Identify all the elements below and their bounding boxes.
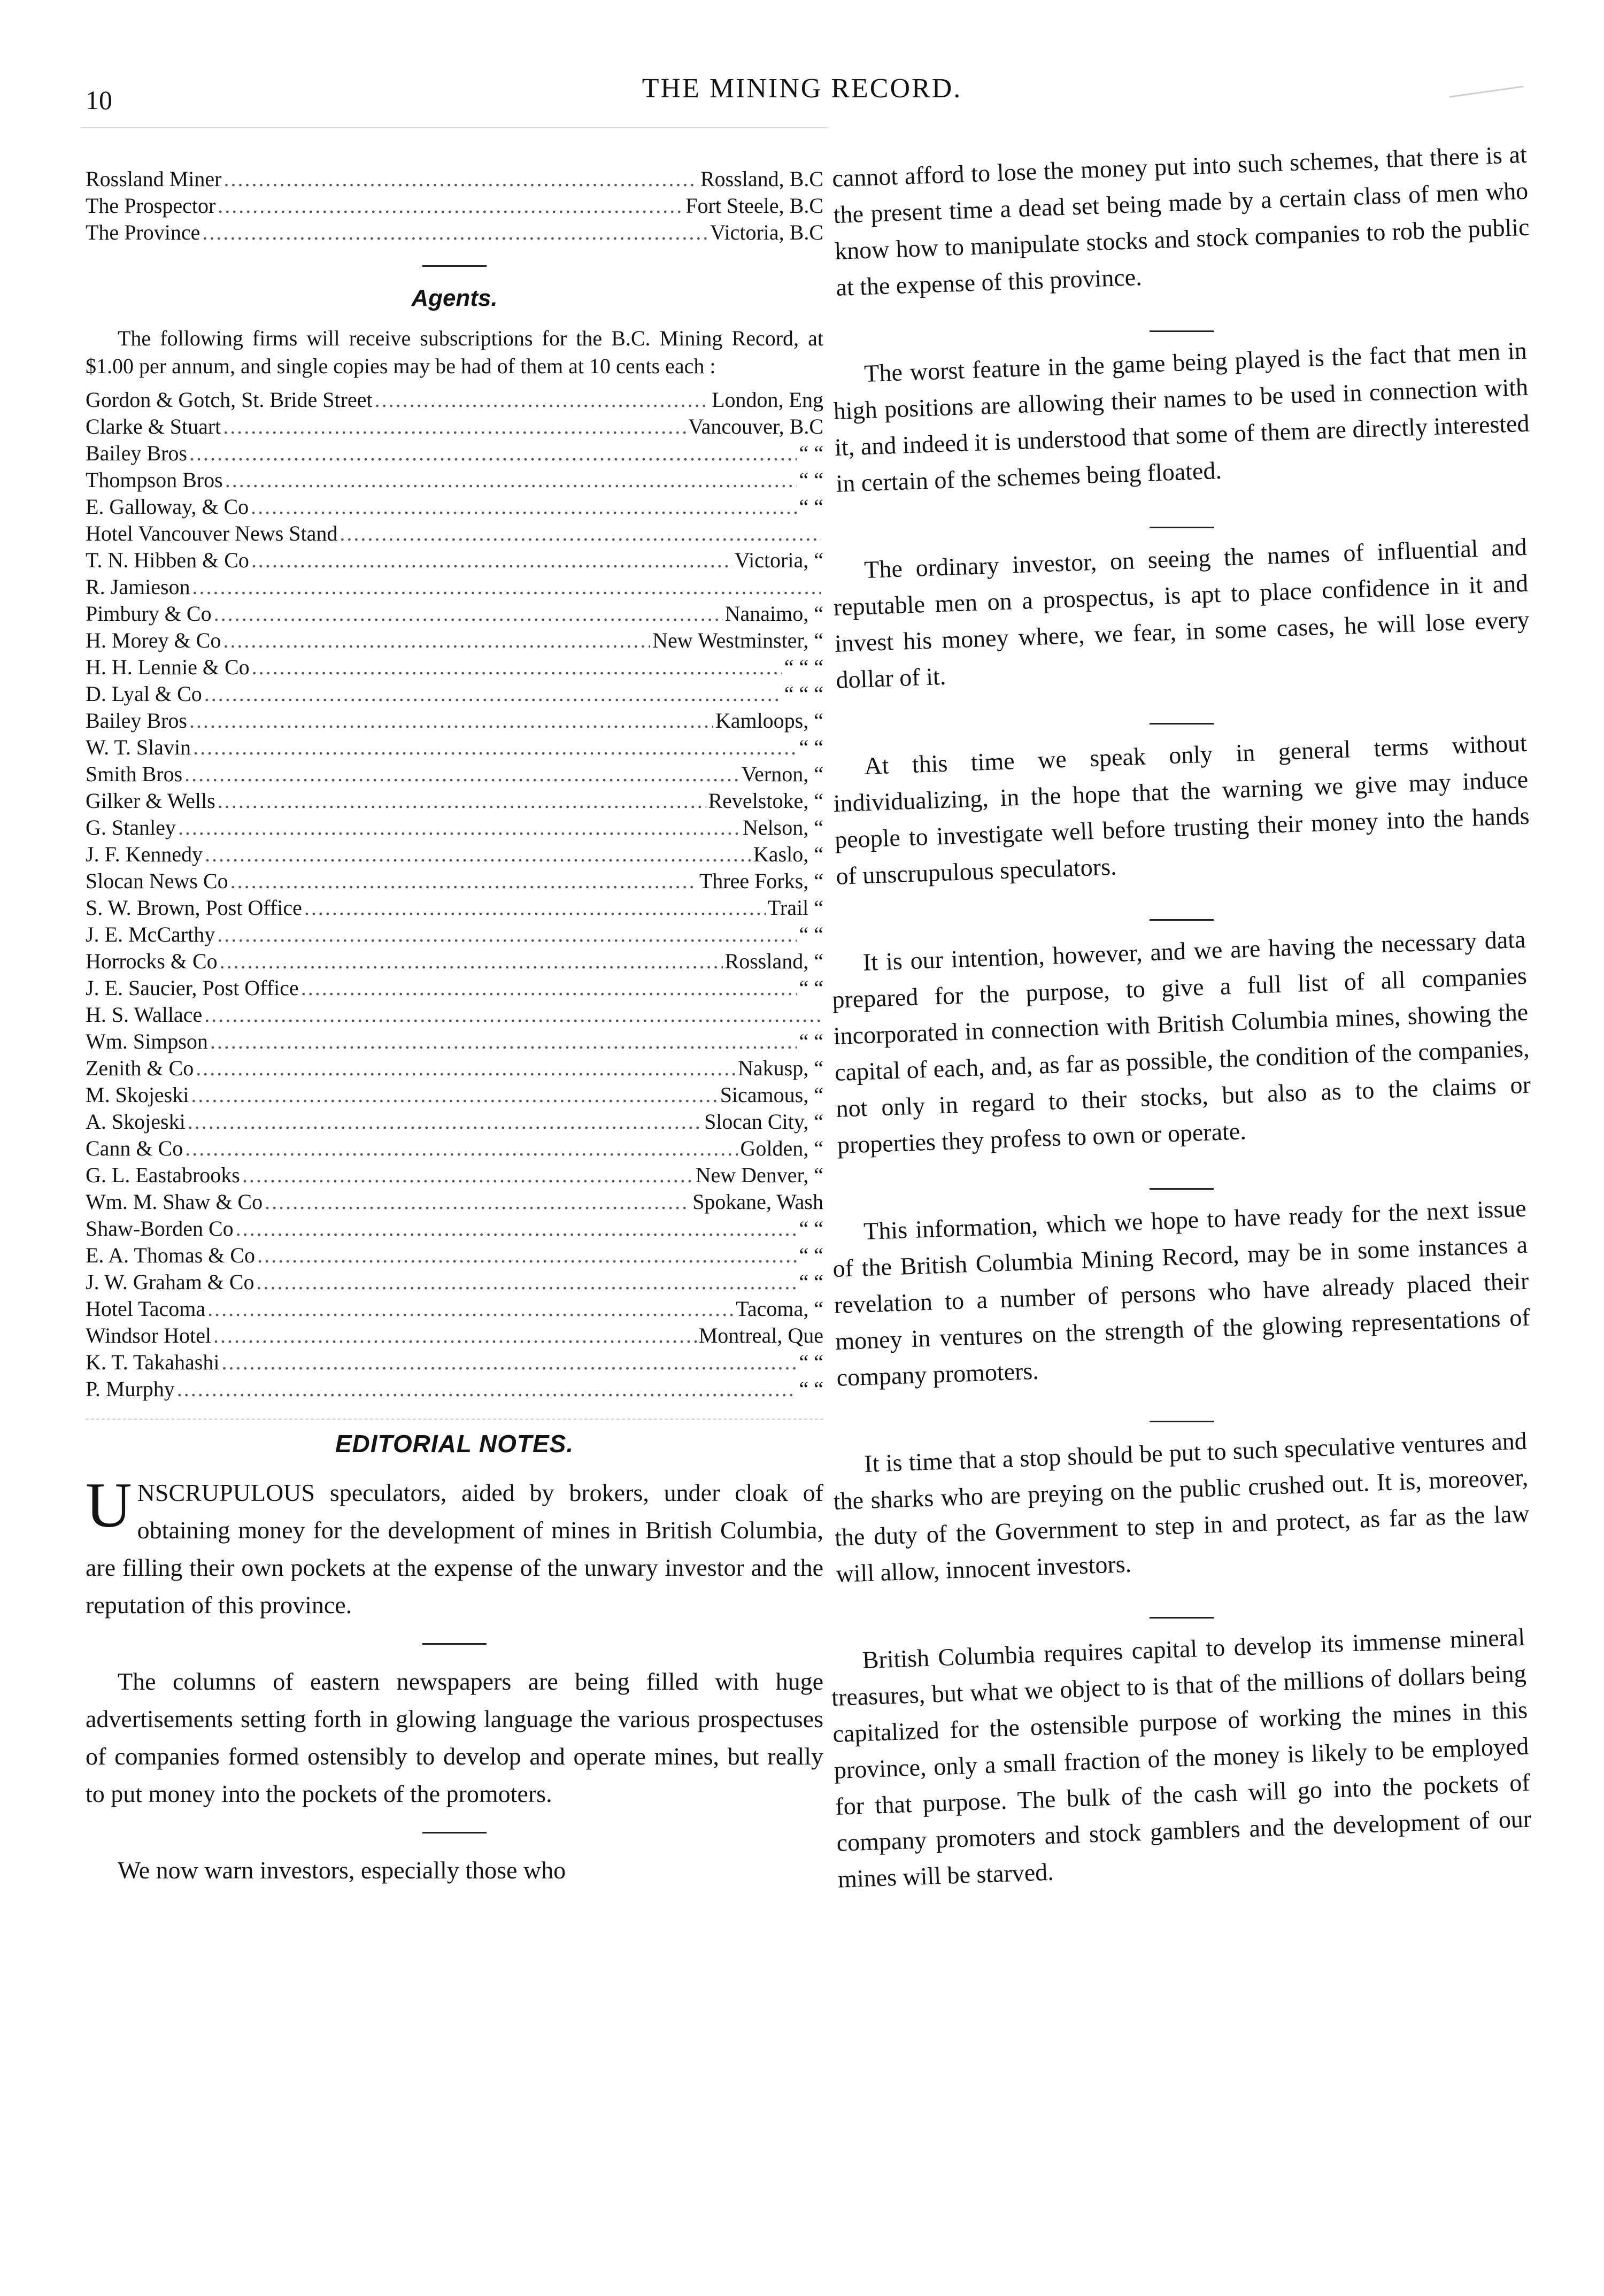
agent-entry — [86, 841, 823, 868]
dot-leader — [205, 841, 751, 868]
paragraph-divider — [1150, 919, 1214, 921]
agent-entry — [86, 1028, 823, 1055]
editorial-paragraph: This information, which we hope to have ready for the next issue of the British Columbia Mining Record, may be in some instances a revelation to a number of persons who have already placed their money in ventures on the strength of the glowing representations of company promoters. — [832, 1194, 1531, 1391]
agent-entry-location: Kamloops, “ — [715, 708, 823, 733]
dot-leader — [191, 1082, 718, 1108]
newspaper-entry-name: The Province — [86, 220, 200, 244]
dot-leader — [213, 1322, 697, 1349]
agent-entry-location: Nelson, “ — [742, 815, 823, 839]
editorial-paragraph: The columns of eastern newspapers are being filled with huge advertisements setting forth in glowing language the various prospectuses of companies formed ostensibly to develop and operate mines, but really to put money into the pockets of the promoters. — [86, 1668, 823, 1807]
agent-entry-location: Trail “ — [767, 896, 823, 920]
agent-entry — [86, 1055, 823, 1082]
dot-leader — [218, 192, 683, 219]
dot-leader — [340, 520, 821, 547]
agent-entry — [86, 1162, 823, 1189]
agent-entry-location: “ “ — [799, 735, 823, 759]
agent-entry-location: Revelstoke, “ — [708, 789, 823, 813]
dot-leader — [188, 1108, 702, 1135]
agents-intro: The following firms will receive subscriptions for the B.C. Mining Record, at $1.00 per annum, and single copies may be had of them at 10 cents each : — [86, 326, 823, 378]
agent-entry-location: “ “ — [799, 468, 823, 492]
dot-leader — [218, 788, 706, 814]
agent-entry — [86, 387, 823, 413]
agent-entry-location: “ “ — [799, 441, 823, 465]
agent-entry-name: Clarke & Stuart — [86, 414, 221, 438]
agent-entry — [86, 868, 823, 895]
paragraph-divider — [1150, 527, 1214, 528]
agent-entry-name: Windsor Hotel — [86, 1323, 212, 1347]
agent-entry-name: K. T. Takahashi — [86, 1350, 220, 1374]
dot-leader — [252, 654, 782, 681]
agent-entry — [86, 440, 823, 467]
agent-entry-name: Gordon & Gotch, St. Bride Street — [86, 388, 373, 412]
agent-entry — [86, 467, 823, 494]
dot-leader — [251, 547, 732, 574]
dot-leader — [196, 1055, 736, 1082]
newspaper-entry-location: Rossland, B.C — [700, 167, 823, 191]
dot-leader — [210, 1028, 797, 1055]
agent-entry-location: Vancouver, B.C — [688, 414, 823, 438]
agent-entry-location: “ “ — [799, 1377, 823, 1401]
editorial-rule — [86, 1419, 823, 1420]
agent-entry-location: Nakusp, “ — [738, 1056, 823, 1080]
agent-entry-name: Bailey Bros — [86, 441, 187, 465]
dot-leader — [184, 761, 739, 788]
agent-entry — [86, 600, 823, 627]
dot-leader — [257, 1242, 797, 1269]
paragraph-divider — [422, 1643, 487, 1645]
agent-entry-location: “ “ — [799, 976, 823, 1000]
agent-entry-name: Zenith & Co — [86, 1056, 194, 1080]
dot-leader — [223, 413, 686, 440]
agent-entry-location: “ “ — [799, 495, 823, 519]
dot-leader — [207, 1296, 734, 1322]
dot-leader — [265, 1189, 690, 1215]
editorial-paragraph: The ordinary investor, on seeing the names of influential and reputable men on a prospectus, is apt to place confidence in it and invest his money where, we fear, in some cases, he will lose every dollar of it. — [832, 533, 1530, 694]
agent-entry-location: “ “ “ — [784, 682, 823, 706]
paragraph-divider — [1150, 1188, 1214, 1190]
agent-entry-name: T. N. Hibben & Co — [86, 548, 249, 572]
agent-entry-name: R. Jamieson — [86, 575, 190, 599]
agent-entry-name: Thompson Bros — [86, 468, 223, 492]
dot-leader — [192, 574, 821, 600]
agent-entry — [86, 413, 823, 440]
agent-entry-name: Bailey Bros — [86, 708, 187, 733]
dot-leader — [202, 219, 708, 246]
agent-entry-location: Montreal, Que — [698, 1323, 823, 1347]
dot-leader — [304, 895, 766, 921]
agent-entry-location: Slocan City, “ — [704, 1110, 823, 1134]
dot-leader — [223, 166, 698, 192]
agent-entry — [86, 734, 823, 761]
agent-entry-location: New Denver, “ — [695, 1163, 823, 1187]
agent-entry-name: D. Lyal & Co — [86, 682, 202, 706]
editorial-paragraph: The worst feature in the game being played is the fact that men in high positions are allowing their names to be used in connection with it, and indeed it is understood that some of them are directly interested in certain of the schemes being floated. — [832, 336, 1530, 497]
agent-entry-name: J. W. Graham & Co — [86, 1270, 255, 1294]
editorial-paragraph: We now warn investors, especially those who — [118, 1856, 566, 1884]
agent-entry — [86, 814, 823, 841]
agent-entry — [86, 1376, 823, 1403]
newspaper-list — [86, 166, 823, 246]
agent-entry-location: New Westminster, “ — [652, 628, 823, 652]
agent-entry-location: “ “ “ — [784, 655, 823, 679]
dot-leader — [178, 814, 741, 841]
agent-entry — [86, 627, 823, 654]
agent-entry — [86, 975, 823, 1001]
agent-entry-name: Shaw-Borden Co — [86, 1216, 234, 1241]
newspaper-entry — [86, 219, 823, 246]
agent-entry-name: Slocan News Co — [86, 869, 228, 893]
agents-heading: Agents. — [411, 285, 498, 311]
agent-entry — [86, 895, 823, 921]
agent-entry — [86, 1215, 823, 1242]
agent-entry — [86, 574, 823, 600]
agent-entry-location: Vernon, “ — [741, 762, 823, 786]
newspaper-entry-name: Rossland Miner — [86, 167, 222, 191]
agent-entry — [86, 707, 823, 734]
agent-entry — [86, 761, 823, 788]
paragraph-divider — [1150, 330, 1214, 332]
agent-entry-location: “ “ — [799, 1350, 823, 1374]
dot-leader — [204, 1001, 821, 1028]
agent-entry-name: P. Murphy — [86, 1377, 175, 1401]
dot-leader — [222, 1349, 797, 1376]
agent-entry-name: Cann & Co — [86, 1136, 183, 1160]
editorial-paragraph: It is our intention, however, and we are having the necessary data prepared for the purpose, to give a full list of all companies incorporated in connection with British Columbia mines, showing the capital of each, and, as far as possible, the condition of the companies, not only in regard to their stocks, but also as to the claims or properties they profess to own or operate. — [831, 925, 1531, 1159]
agent-entry — [86, 520, 823, 547]
agent-entry — [86, 1349, 823, 1376]
agent-entry — [86, 1189, 823, 1215]
dot-leader — [257, 1269, 797, 1296]
dot-leader — [220, 948, 723, 975]
agent-entry-name: H. S. Wallace — [86, 1003, 203, 1027]
agent-entry-location: Tacoma, “ — [736, 1297, 823, 1321]
agent-entry-name: Hotel Tacoma — [86, 1297, 206, 1321]
left-column — [86, 166, 823, 1889]
right-column — [831, 140, 1532, 1898]
paragraph-divider — [1150, 1617, 1214, 1619]
agent-entry-name: Pimbury & Co — [86, 602, 212, 626]
agent-entry — [86, 1242, 823, 1269]
dot-leader — [204, 681, 782, 707]
dot-leader — [242, 1162, 693, 1189]
agent-entry — [86, 1108, 823, 1135]
masthead-title: THE MINING RECORD. — [642, 73, 962, 104]
agent-entry-location: “ “ — [799, 1243, 823, 1267]
dot-leader — [217, 921, 797, 948]
dot-leader — [225, 467, 797, 494]
agent-entry-location: Kaslo, “ — [753, 842, 823, 866]
paragraph-divider — [422, 1832, 487, 1833]
agent-entry-name: E. A. Thomas & Co — [86, 1243, 256, 1267]
agent-entry — [86, 1135, 823, 1162]
dot-leader — [177, 1376, 797, 1403]
newspaper-entry — [86, 166, 823, 192]
dot-leader — [223, 627, 650, 654]
dot-leader — [189, 440, 797, 467]
agent-entry-location: London, Eng — [712, 388, 823, 412]
agent-entry — [86, 1269, 823, 1296]
page-number: 10 — [86, 85, 112, 115]
agent-entry-name: Horrocks & Co — [86, 949, 218, 973]
newspaper-entry-name: The Prospector — [86, 194, 216, 218]
agent-entry-name: E. Galloway, & Co — [86, 495, 249, 519]
agent-entry-location: Nanaimo, “ — [724, 602, 823, 626]
dot-leader — [236, 1215, 797, 1242]
agent-entry-location: “ “ — [799, 922, 823, 946]
agent-entry-name: W. T. Slavin — [86, 735, 191, 759]
dot-leader — [230, 868, 697, 895]
agent-entry — [86, 681, 823, 707]
agent-entry — [86, 547, 823, 574]
agent-entry-name: G. Stanley — [86, 815, 176, 839]
agent-entry-location: Spokane, Wash — [692, 1190, 823, 1214]
agent-entry — [86, 1296, 823, 1322]
editorial-paragraph: cannot afford to lose the money put into such schemes, that there is at the present time a dead set being made by a certain class of men who know how to manipulate stocks and stock companies to rob the public at the expense of this province. — [831, 140, 1530, 301]
agent-entry — [86, 948, 823, 975]
dot-leader — [214, 600, 723, 627]
agent-entry — [86, 1082, 823, 1108]
agent-entry-name: Gilker & Wells — [86, 789, 215, 813]
agent-entry-name: J. F. Kennedy — [86, 842, 203, 866]
dot-leader — [301, 975, 797, 1001]
agent-entry — [86, 1001, 823, 1028]
dot-leader — [189, 707, 713, 734]
paragraph-divider — [1150, 1421, 1214, 1422]
agent-entry-location: “ “ — [799, 1216, 823, 1241]
agent-entry — [86, 921, 823, 948]
header-rule — [80, 127, 829, 128]
agents-list — [86, 387, 823, 1403]
agent-entry-location: “ “ — [799, 1270, 823, 1294]
section-divider — [422, 265, 487, 267]
drop-cap: U — [86, 1469, 132, 1540]
editorial-paragraph: British Columbia requires capital to develop its immense mineral treasures, but what we object to is that of the millions of dollars being capitalized for the ostensible purpose of working the mines in this province, only a small fraction of the money is likely to be employed for that purpose. The bulk of the cash will go into the pockets of company promoters and stock gamblers and the development of our mines will be starved. — [831, 1623, 1532, 1893]
agent-entry-location: “ “ — [799, 1029, 823, 1053]
agent-entry-name: G. L. Eastabrooks — [86, 1163, 240, 1187]
newspaper-entry-location: Victoria, B.C — [710, 220, 823, 244]
agent-entry — [86, 788, 823, 814]
newspaper-entry-location: Fort Steele, B.C — [685, 194, 823, 218]
agent-entry-location: Golden, “ — [740, 1136, 823, 1160]
agent-entry-name: A. Skojeski — [86, 1110, 186, 1134]
dot-leader — [251, 494, 797, 520]
editorial-lead — [86, 1469, 823, 1624]
agent-entry-name: M. Skojeski — [86, 1083, 189, 1107]
agent-entry-name: Wm. M. Shaw & Co — [86, 1190, 263, 1214]
editorial-paragraph: It is time that a stop should be put to such speculative ventures and the sharks who are preying on the public crushed out. It is, moreover, the duty of the Government to step in and protect, as far as the law will allow, innocent investors. — [832, 1427, 1530, 1588]
dot-leader — [375, 387, 710, 413]
agent-entry-name: J. E. Saucier, Post Office — [86, 976, 299, 1000]
agent-entry — [86, 654, 823, 681]
newspaper-entry — [86, 192, 823, 219]
dot-leader — [185, 1135, 738, 1162]
agent-entry-name: Wm. Simpson — [86, 1029, 208, 1053]
editorial-heading: EDITORIAL NOTES. — [335, 1430, 574, 1458]
agent-entry-location: Victoria, “ — [734, 548, 823, 572]
agent-entry — [86, 1322, 823, 1349]
agent-entry-name: H. H. Lennie & Co — [86, 655, 250, 679]
agent-entry-location: Sicamous, “ — [720, 1083, 823, 1107]
editorial-paragraph: NSCRUPULOUS speculators, aided by brokers, under cloak of obtaining money for the development of mines in British Columbia, are filling their own pockets at the expense of the unwary investor and the reputation of this province. — [86, 1479, 823, 1619]
agent-entry-location: Rossland, “ — [724, 949, 823, 973]
agent-entry-name: Smith Bros — [86, 762, 183, 786]
dot-leader — [193, 734, 797, 761]
editorial-paragraph: At this time we speak only in general terms without individualizing, in the hope that the warning we give may induce people to investigate well before trusting their money into the hands of unscrupulous speculators. — [832, 729, 1530, 890]
agent-entry-name: S. W. Brown, Post Office — [86, 896, 302, 920]
agent-entry-name: J. E. McCarthy — [86, 922, 215, 946]
paragraph-divider — [1150, 723, 1214, 725]
agent-entry-name: H. Morey & Co — [86, 628, 221, 652]
agent-entry-name: Hotel Vancouver News Stand — [86, 521, 338, 545]
agent-entry-location: Three Forks, “ — [699, 869, 823, 893]
agent-entry — [86, 494, 823, 520]
